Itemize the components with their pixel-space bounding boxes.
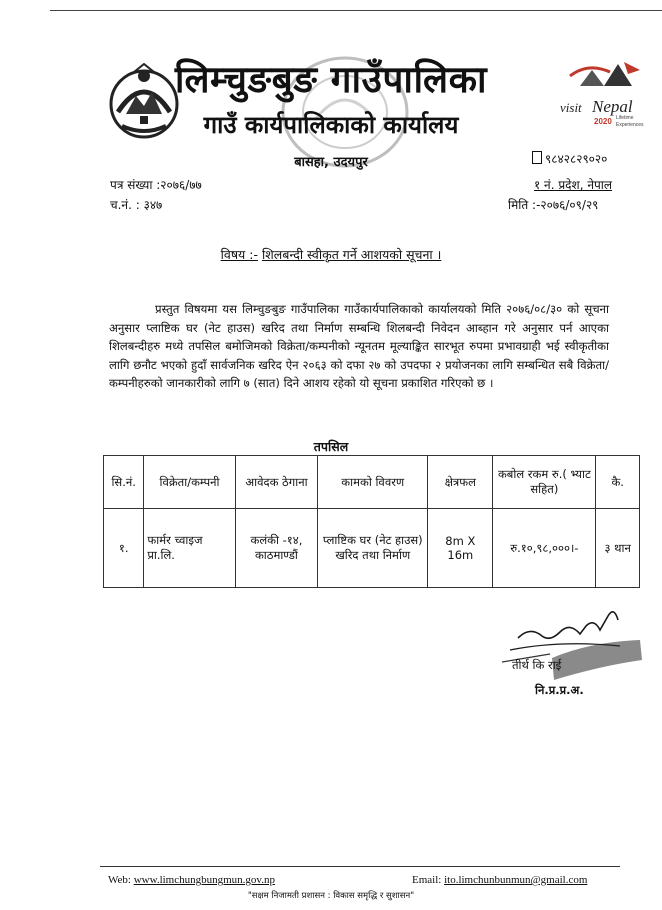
col-area: क्षेत्रफल	[428, 456, 493, 509]
table-header-row	[104, 456, 640, 509]
web-label: Web:	[108, 874, 131, 886]
logo-tag2: Experiences	[616, 122, 644, 128]
cell-remarks: ३ थान	[596, 509, 640, 588]
cell-amount: रु.१०,९८,०००।-	[493, 509, 596, 588]
office-subtitle: गाउँ कार्यपालिकाको कार्यालय	[203, 111, 459, 139]
cell-vendor: फार्मर च्वाइज प्रा.लि.	[144, 509, 235, 588]
letter-date: मिति :-२०७६/०९/२९	[508, 198, 599, 212]
letter-number: पत्र संख्या :२०७६/७७	[110, 178, 202, 192]
footer-email	[412, 874, 587, 886]
footer-rule	[100, 866, 620, 867]
logo-year: 2020	[594, 117, 612, 126]
dispatch-number: च.नं. : ३४७	[110, 198, 163, 212]
logo-visit: visit	[560, 100, 582, 115]
footer-motto: "सक्षम निजामती प्रशासन : विकास समृद्धि र सुशासन"	[247, 891, 415, 901]
col-description: कामको विवरण	[318, 456, 428, 509]
logo-nepal: Nepal	[592, 97, 633, 116]
col-remarks: कै.	[596, 456, 640, 509]
cell-address: कलंकी -१४, काठमाण्डौं	[235, 509, 318, 588]
details-table	[103, 455, 640, 588]
email-link[interactable]: ito.limchunbunmun@gmail.com	[444, 874, 588, 886]
email-label: Email:	[412, 874, 442, 886]
cell-area: 8m X 16m	[428, 509, 493, 588]
office-address: बासहा, उदयपुर	[294, 155, 368, 170]
phone-icon	[532, 151, 542, 164]
col-vendor: विक्रेता/कम्पनी	[144, 456, 235, 509]
phone-text: ९८४२८२९०२०	[545, 152, 608, 166]
subject-text: शिलबन्दी स्वीकृत गर्ने आशयको सूचना ।	[261, 247, 442, 262]
signatory-designation: नि.प्र.प्र.अ.	[535, 683, 584, 697]
col-sn: सि.नं.	[104, 456, 144, 509]
subject-line	[0, 246, 662, 263]
top-rule	[50, 10, 662, 11]
table-caption: तपसिल	[313, 439, 349, 454]
province-line: १ नं. प्रदेश, नेपाल	[534, 178, 613, 192]
logo-tag1: Lifetime	[616, 115, 634, 121]
footer-web	[108, 874, 275, 886]
cell-description: प्लाष्टिक घर (नेट हाउस) खरिद तथा निर्माण	[318, 509, 428, 588]
cell-sn: १.	[104, 509, 144, 588]
phone-number	[532, 150, 607, 167]
notice-paragraph: प्रस्तुत विषयमा यस लिम्चुङबुङ गाउँपालिका गाउँकार्यपालिकाको कार्यालयको मिति २०७६/०८/३० को सूचना अनुसार प्लाष्टिक घर (नेट हाउस) खरिद तथा निर्माण सम्बन्धि शिलबन्दी निवेदन आब्हान गरे अनुसार पर्न आएका शिलबन्दीहरु मध्ये तपसिल बमोजिमको विक्रेता/कम्पनीको न्यूनतम मूल्याङ्कित सारभूत रुपमा प्रभावग्राही भई स्वीकृतीका लागि छनौट भएको हुदाँ सार्वजनिक खरिद ऐन २०६३ को दफा २७ को उपदफा २ प्रयोजनका लागि सम्बन्धित सबै विक्रेता/कम्पनीहरुको जानकारीको लागि ७ (सात) दिने आशय रहेको यो सूचना प्रकाशित गरिएको छ ।	[109, 302, 609, 390]
office-title: लिम्चुङबुङ गाउँपालिका	[174, 58, 488, 101]
signatory-name: तीर्थ कि राई	[512, 658, 562, 672]
website-link[interactable]: www.limchungbungmun.gov.np	[133, 874, 275, 886]
subject-label: विषय :-	[220, 247, 258, 262]
col-amount: कबोल रकम रु.( भ्याट सहित)	[493, 456, 596, 509]
table-row	[104, 509, 640, 588]
notice-body	[109, 300, 609, 393]
col-address: आवेदक ठेगाना	[235, 456, 318, 509]
